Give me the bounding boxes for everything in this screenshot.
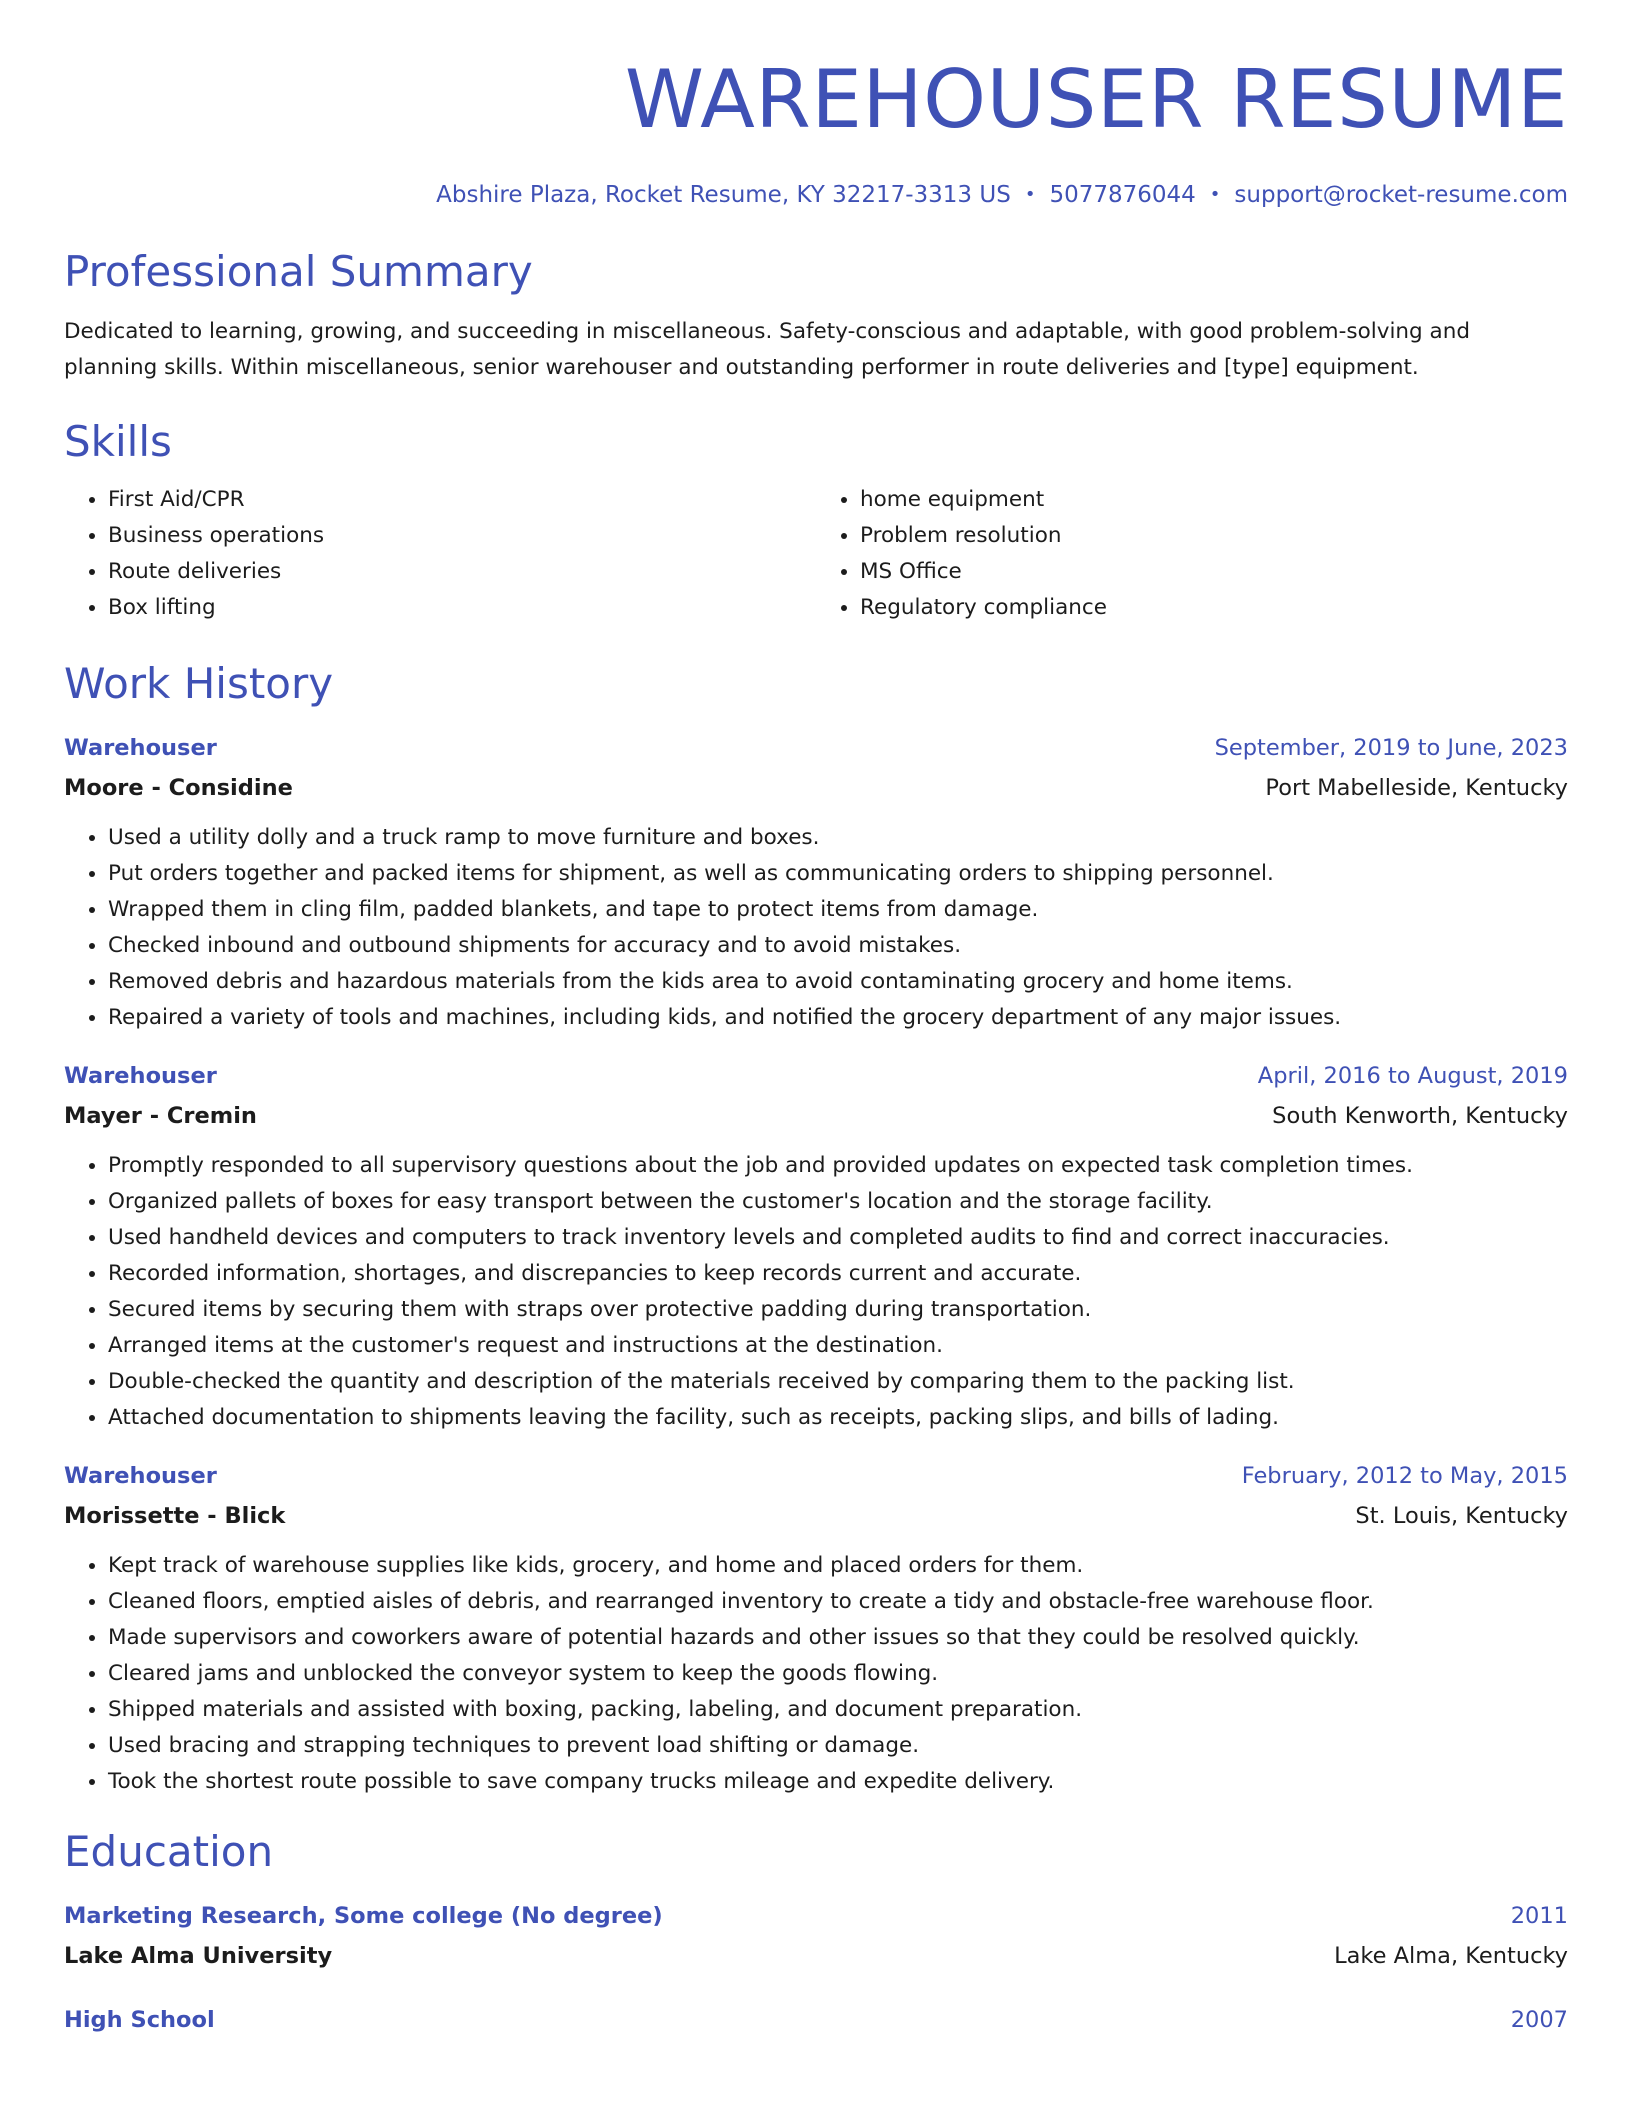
job-location: St. Louis, Kentucky bbox=[1355, 1503, 1568, 1529]
skills-heading: Skills bbox=[64, 417, 172, 466]
contact-phone: 5077876044 bbox=[1049, 182, 1196, 208]
job-employer-row bbox=[64, 766, 1568, 806]
job-bullet: • Cleared jams and unblocked the conveyor system to keep the goods flowing. bbox=[108, 1656, 1568, 1692]
summary-heading: Professional Summary bbox=[64, 247, 533, 296]
job-bullet: • Wrapped them in cling film, padded blankets, and tape to protect items from damage. bbox=[108, 892, 1568, 928]
job-header-row bbox=[64, 1058, 1568, 1094]
education-location: Lake Alma, Kentucky bbox=[1334, 1943, 1568, 1969]
contact-separator: • bbox=[1209, 184, 1221, 205]
work-history-heading: Work History bbox=[64, 659, 334, 708]
education-header-row bbox=[64, 2002, 1568, 2038]
job-bullet: • Made supervisors and coworkers aware of potential hazards and other issues so that they could be resolved quickly. bbox=[108, 1620, 1568, 1656]
job-bullet: • Shipped materials and assisted with boxing, packing, labeling, and document preparation. bbox=[108, 1692, 1568, 1728]
job-bullets bbox=[64, 1148, 1568, 1436]
job-employer-row bbox=[64, 1094, 1568, 1134]
skill-item: • Route deliveries bbox=[108, 554, 816, 590]
job-entry bbox=[64, 730, 1568, 1036]
job-bullet: • Used handheld devices and computers to track inventory levels and completed audits to find and correct inaccuracies. bbox=[108, 1220, 1568, 1256]
job-bullet: • Promptly responded to all supervisory questions about the job and provided updates on expected task completion times. bbox=[108, 1148, 1568, 1184]
job-bullet: • Kept track of warehouse supplies like kids, grocery, and home and placed orders for them. bbox=[108, 1548, 1568, 1584]
skill-item: • home equipment bbox=[860, 482, 1568, 518]
job-bullet: • Organized pallets of boxes for easy transport between the customer's location and the storage facility. bbox=[108, 1184, 1568, 1220]
job-entry bbox=[64, 1458, 1568, 1800]
education-school: Lake Alma University bbox=[64, 1943, 333, 1969]
job-dates: April, 2016 to August, 2019 bbox=[1257, 1063, 1568, 1089]
skills-column-left bbox=[64, 482, 816, 626]
skill-item: • First Aid/CPR bbox=[108, 482, 816, 518]
job-bullet: • Attached documentation to shipments leaving the facility, such as receipts, packing slips, and bills of lading. bbox=[108, 1400, 1568, 1436]
education-school-row bbox=[64, 1934, 1568, 1974]
skill-item: • Business operations bbox=[108, 518, 816, 554]
job-bullet: • Recorded information, shortages, and discrepancies to keep records current and accurate. bbox=[108, 1256, 1568, 1292]
education-heading: Education bbox=[64, 1827, 274, 1876]
education-header-row bbox=[64, 1898, 1568, 1934]
education-entry bbox=[64, 1898, 1568, 1974]
job-employer: Moore - Considine bbox=[64, 775, 293, 801]
job-header-row bbox=[64, 1458, 1568, 1494]
job-entry bbox=[64, 1058, 1568, 1436]
skill-item: • Problem resolution bbox=[860, 518, 1568, 554]
skills-column-right bbox=[816, 482, 1568, 626]
job-header-row bbox=[64, 730, 1568, 766]
job-bullets bbox=[64, 1548, 1568, 1800]
job-title: Warehouser bbox=[64, 735, 217, 761]
job-bullet: • Used a utility dolly and a truck ramp to move furniture and boxes. bbox=[108, 820, 1568, 856]
contact-line bbox=[64, 182, 1568, 208]
job-employer: Mayer - Cremin bbox=[64, 1103, 257, 1129]
job-bullet: • Secured items by securing them with straps over protective padding during transportation. bbox=[108, 1292, 1568, 1328]
job-title: Warehouser bbox=[64, 1063, 217, 1089]
job-bullet: • Checked inbound and outbound shipments for accuracy and to avoid mistakes. bbox=[108, 928, 1568, 964]
job-dates: February, 2012 to May, 2015 bbox=[1241, 1463, 1568, 1489]
education-entry bbox=[64, 2002, 1568, 2038]
skill-item: • Regulatory compliance bbox=[860, 590, 1568, 626]
job-location: South Kenworth, Kentucky bbox=[1272, 1103, 1568, 1129]
contact-address: Abshire Plaza, Rocket Resume, KY 32217-3313 US bbox=[436, 182, 1011, 208]
job-bullet: • Double-checked the quantity and description of the materials received by comparing them to the packing list. bbox=[108, 1364, 1568, 1400]
job-dates: September, 2019 to June, 2023 bbox=[1214, 735, 1568, 761]
job-bullet: • Cleaned floors, emptied aisles of debris, and rearranged inventory to create a tidy and obstacle-free warehouse floor. bbox=[108, 1584, 1568, 1620]
education-degree: High School bbox=[64, 2007, 215, 2033]
education-year: 2011 bbox=[1510, 1903, 1568, 1929]
resume-name: WAREHOUSER RESUME bbox=[624, 53, 1568, 146]
skill-item: • Box lifting bbox=[108, 590, 816, 626]
job-bullet: • Put orders together and packed items for shipment, as well as communicating orders to shipping personnel. bbox=[108, 856, 1568, 892]
job-bullet: • Used bracing and strapping techniques to prevent load shifting or damage. bbox=[108, 1728, 1568, 1764]
education-degree: Marketing Research, Some college (No degree) bbox=[64, 1903, 663, 1929]
skills-list bbox=[64, 482, 1568, 626]
job-employer-row bbox=[64, 1494, 1568, 1534]
skill-item: • MS Office bbox=[860, 554, 1568, 590]
job-bullet: • Removed debris and hazardous materials from the kids area to avoid contaminating grocery and home items. bbox=[108, 964, 1568, 1000]
job-bullet: • Repaired a variety of tools and machines, including kids, and notified the grocery department of any major issues. bbox=[108, 1000, 1568, 1036]
job-bullets bbox=[64, 820, 1568, 1036]
education-year: 2007 bbox=[1510, 2007, 1568, 2033]
job-bullet: • Arranged items at the customer's request and instructions at the destination. bbox=[108, 1328, 1568, 1364]
job-employer: Morissette - Blick bbox=[64, 1503, 286, 1529]
contact-separator: • bbox=[1024, 184, 1036, 205]
contact-email[interactable]: support@rocket-resume.com bbox=[1234, 182, 1568, 208]
job-bullet: • Took the shortest route possible to save company trucks mileage and expedite delivery. bbox=[108, 1764, 1568, 1800]
summary-text: Dedicated to learning, growing, and succeeding in miscellaneous. Safety-conscious and adaptable, with good problem-solving and planning skills. Within miscellaneous, senior warehouser and outstanding performer in route deliveries and [type] equipment. bbox=[64, 319, 1470, 380]
job-location: Port Mabelleside, Kentucky bbox=[1265, 775, 1568, 801]
job-title: Warehouser bbox=[64, 1463, 217, 1489]
